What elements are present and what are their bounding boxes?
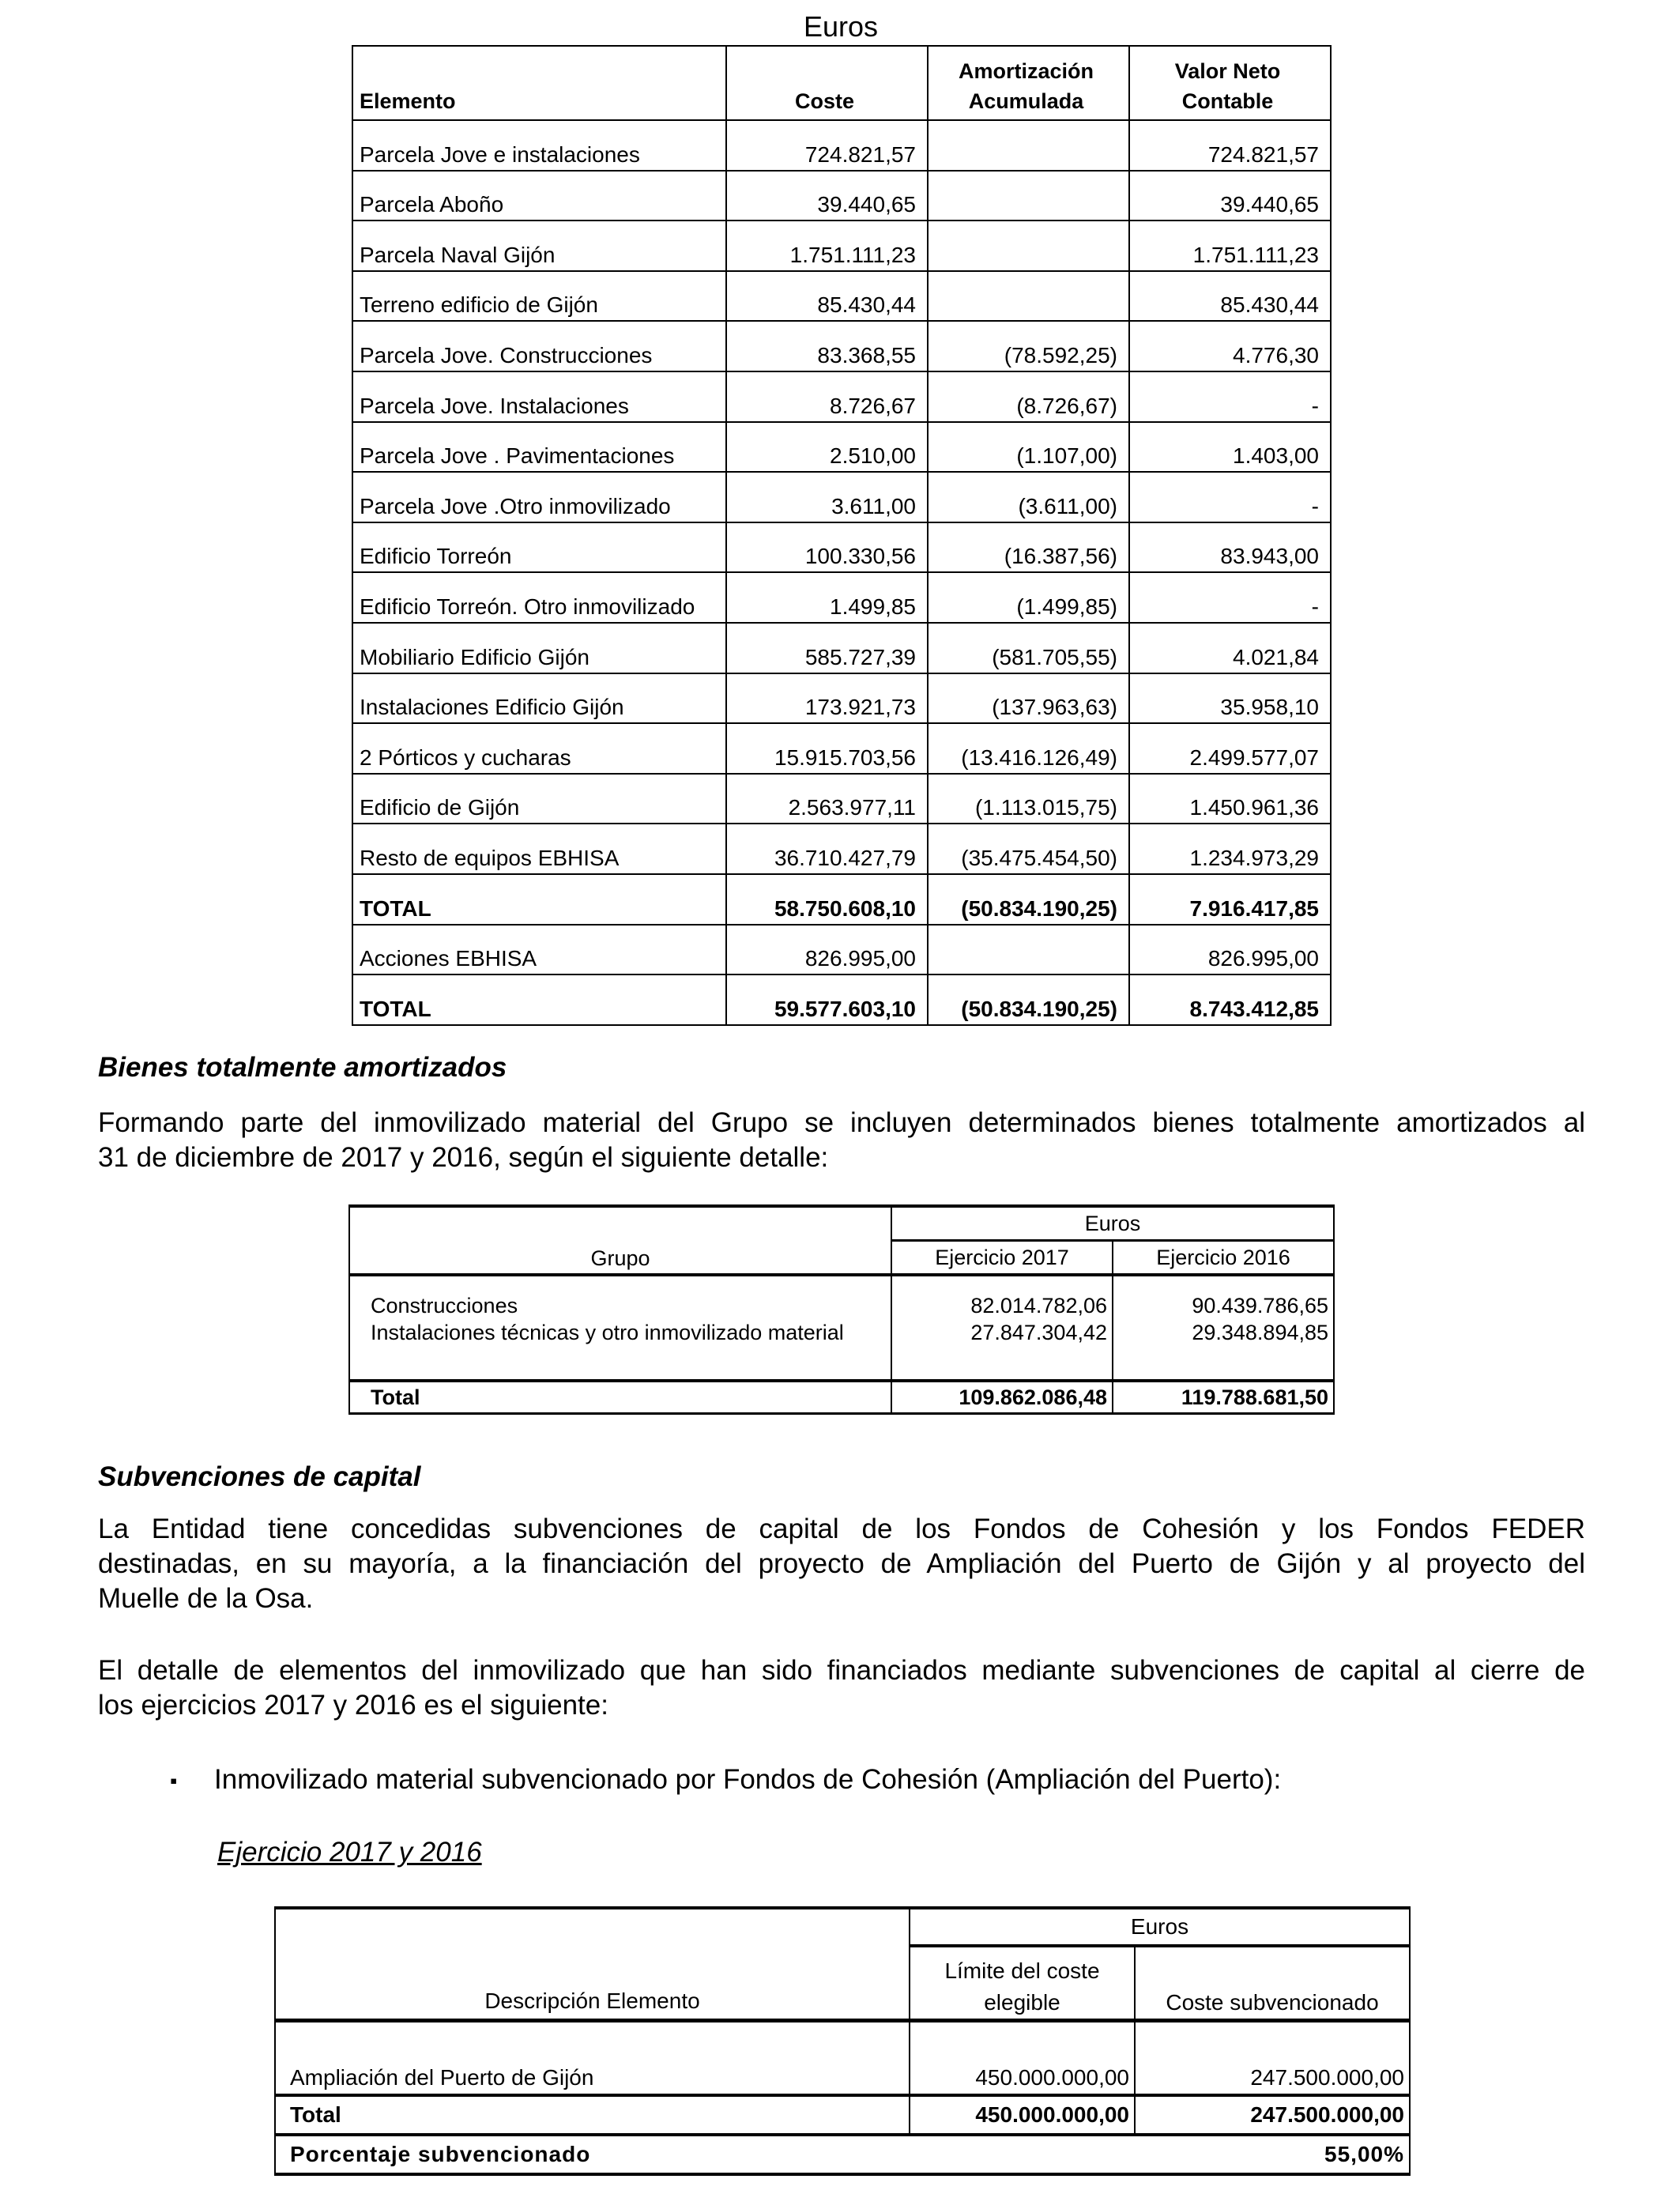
cell-total-label: Total: [275, 2095, 910, 2135]
header-coste: Coste: [726, 46, 928, 120]
header-euros: Euros: [891, 1206, 1334, 1241]
paragraph-line: El detalle de elementos del inmovilizado que han sido financiados mediante subvenciones de capital al cierre de: [98, 1655, 1585, 1686]
fixed-assets-table: [352, 45, 1332, 1026]
table-total-row: [352, 874, 1331, 925]
cell-amortizacion: (137.963,63): [928, 673, 1129, 724]
table-row: [352, 723, 1331, 774]
paragraph-line: destinadas, en su mayoría, a la financiación del proyecto de Ampliación del Puerto de Gijón y al proyecto del: [98, 1548, 1585, 1579]
cell-2016: 29.348.894,85: [1113, 1319, 1334, 1346]
header-euros: Euros: [910, 1908, 1410, 1946]
cell-coste: 724.821,57: [726, 120, 928, 171]
cell-grupo: Instalaciones técnicas y otro inmovilizado material: [349, 1319, 891, 1346]
cell-amortizacion: (78.592,25): [928, 321, 1129, 371]
header-valor-neto: [1129, 46, 1331, 120]
header-amortizacion-line2: Acumulada: [968, 89, 1084, 113]
cell-coste: 59.577.603,10: [726, 974, 928, 1025]
cell-elemento: Edificio Torreón: [352, 522, 726, 573]
header-limite-line1: Límite del coste: [944, 1958, 1100, 1983]
cell-amortizacion: (50.834.190,25): [928, 874, 1129, 925]
header-limite-coste: [910, 1946, 1135, 2021]
fully-depreciated-assets-table: [348, 1204, 1335, 1415]
cell-total-2017: 109.862.086,48: [891, 1381, 1113, 1414]
header-descripcion: Descripción Elemento: [275, 1908, 910, 2021]
paragraph-line: La Entidad tiene concedidas subvenciones de capital de los Fondos de Cohesión y los Fondos FEDER: [98, 1514, 1585, 1544]
cell-coste: 585.727,39: [726, 623, 928, 673]
table-row-spacer: [349, 1275, 1334, 1292]
table-total-row: [275, 2095, 1410, 2135]
cell-valor-neto: 7.916.417,85: [1129, 874, 1331, 925]
table-header-row: [352, 46, 1331, 120]
table-row: [352, 171, 1331, 221]
cell-total-label: Total: [349, 1381, 891, 1414]
cell-coste: 2.510,00: [726, 422, 928, 473]
table-row: [352, 925, 1331, 975]
cell-elemento: Parcela Jove. Instalaciones: [352, 371, 726, 422]
cell-elemento: Parcela Aboño: [352, 171, 726, 221]
paragraph-line: Muelle de la Osa.: [98, 1583, 314, 1614]
cell-valor-neto: 4.776,30: [1129, 321, 1331, 371]
cell-amortizacion: [928, 171, 1129, 221]
subheading-ejercicio: Ejercicio 2017 y 2016: [217, 1837, 482, 1868]
table-row-spacer: [349, 1346, 1334, 1381]
table1-currency-caption: Euros: [803, 10, 879, 43]
cell-valor-neto: -: [1129, 371, 1331, 422]
cell-amortizacion: (13.416.126,49): [928, 723, 1129, 774]
cell-amortizacion: (1.113.015,75): [928, 774, 1129, 824]
table-row: [352, 522, 1331, 573]
table-row: [349, 1319, 1334, 1346]
cell-amortizacion: (16.387,56): [928, 522, 1129, 573]
cell-coste: 83.368,55: [726, 321, 928, 371]
header-coste-subvencionado: Coste subvencionado: [1135, 1946, 1410, 2021]
cell-valor-neto: -: [1129, 572, 1331, 623]
table-header-row: [275, 1908, 1410, 1946]
cell-valor-neto: 2.499.577,07: [1129, 723, 1331, 774]
cell-valor-neto: 826.995,00: [1129, 925, 1331, 975]
header-valor-neto-line2: Contable: [1181, 89, 1274, 113]
section-heading-subvenciones: Subvenciones de capital: [98, 1461, 421, 1492]
table-row: [275, 2021, 1410, 2096]
cell-2017: 27.847.304,42: [891, 1319, 1113, 1346]
cell-elemento: Parcela Naval Gijón: [352, 221, 726, 271]
cell-valor-neto: 85.430,44: [1129, 271, 1331, 322]
cell-total-2016: 119.788.681,50: [1113, 1381, 1334, 1414]
paragraph-line: 31 de diciembre de 2017 y 2016, según el siguiente detalle:: [98, 1142, 829, 1173]
header-ejercicio-2017: Ejercicio 2017: [891, 1241, 1113, 1276]
header-amortizacion: [928, 46, 1129, 120]
cell-grupo: Construcciones: [349, 1292, 891, 1319]
table-total-row: [352, 974, 1331, 1025]
cell-elemento: Parcela Jove e instalaciones: [352, 120, 726, 171]
cell-elemento: Resto de equipos EBHISA: [352, 824, 726, 874]
table-row: [352, 824, 1331, 874]
cell-valor-neto: 4.021,84: [1129, 623, 1331, 673]
cell-valor-neto: 39.440,65: [1129, 171, 1331, 221]
cell-total-subvencionado: 247.500.000,00: [1135, 2095, 1410, 2135]
header-grupo: Grupo: [349, 1206, 891, 1275]
cell-percentage-label: Porcentaje subvencionado: [275, 2135, 910, 2174]
paragraph-subvenciones-2: [98, 1653, 1585, 1723]
cell-total-limite: 450.000.000,00: [910, 2095, 1135, 2135]
cell-elemento: Edificio de Gijón: [352, 774, 726, 824]
cell-amortizacion: (581.705,55): [928, 623, 1129, 673]
table-row: [352, 623, 1331, 673]
cell-elemento: 2 Pórticos y cucharas: [352, 723, 726, 774]
cell-amortizacion: [928, 925, 1129, 975]
table-header-row: [349, 1206, 1334, 1241]
cell-elemento: Parcela Jove .Otro inmovilizado: [352, 472, 726, 522]
section-heading-bienes: Bienes totalmente amortizados: [98, 1052, 507, 1083]
paragraph-line: Formando parte del inmovilizado material del Grupo se incluyen determinados bienes totalmente amortizados al: [98, 1107, 1585, 1138]
header-limite-line2: elegible: [984, 1990, 1060, 2015]
cell-amortizacion: (1.107,00): [928, 422, 1129, 473]
table-row: [352, 321, 1331, 371]
cell-coste: 8.726,67: [726, 371, 928, 422]
cell-coste: 826.995,00: [726, 925, 928, 975]
header-elemento: Elemento: [352, 46, 726, 120]
cell-elemento: Instalaciones Edificio Gijón: [352, 673, 726, 724]
bullet-item-text: Inmovilizado material subvencionado por Fondos de Cohesión (Ampliación del Puerto):: [214, 1764, 1282, 1795]
table-percentage-row: [275, 2135, 1410, 2174]
cell-2017: 82.014.782,06: [891, 1292, 1113, 1319]
cell-descripcion: Ampliación del Puerto de Gijón: [275, 2021, 910, 2096]
table-row: [352, 572, 1331, 623]
cell-elemento: Mobiliario Edificio Gijón: [352, 623, 726, 673]
paragraph-line: los ejercicios 2017 y 2016 es el siguiente:: [98, 1690, 608, 1721]
cell-elemento: TOTAL: [352, 874, 726, 925]
cell-elemento: TOTAL: [352, 974, 726, 1025]
cell-coste: 2.563.977,11: [726, 774, 928, 824]
cell-elemento: Terreno edificio de Gijón: [352, 271, 726, 322]
cell-coste: 36.710.427,79: [726, 824, 928, 874]
header-valor-neto-line1: Valor Neto: [1174, 59, 1281, 83]
table-row: [352, 673, 1331, 724]
cell-coste: 1.751.111,23: [726, 221, 928, 271]
cell-elemento: Parcela Jove . Pavimentaciones: [352, 422, 726, 473]
cell-valor-neto: 1.403,00: [1129, 422, 1331, 473]
cell-percentage-value: 55,00%: [910, 2135, 1410, 2174]
cell-coste: 58.750.608,10: [726, 874, 928, 925]
table-row: [352, 472, 1331, 522]
table-row: [352, 271, 1331, 322]
header-ejercicio-2016: Ejercicio 2016: [1113, 1241, 1334, 1276]
cell-valor-neto: 724.821,57: [1129, 120, 1331, 171]
cell-amortizacion: [928, 221, 1129, 271]
cell-valor-neto: -: [1129, 472, 1331, 522]
cell-coste: 100.330,56: [726, 522, 928, 573]
cell-valor-neto: 1.751.111,23: [1129, 221, 1331, 271]
cell-coste: 15.915.703,56: [726, 723, 928, 774]
table-row: [352, 221, 1331, 271]
paragraph-subvenciones-1: [98, 1512, 1585, 1616]
header-amortizacion-line1: Amortización: [958, 59, 1094, 83]
cell-coste: 1.499,85: [726, 572, 928, 623]
cell-amortizacion: (1.499,85): [928, 572, 1129, 623]
cell-coste: 85.430,44: [726, 271, 928, 322]
cell-amortizacion: (3.611,00): [928, 472, 1129, 522]
cell-elemento: Acciones EBHISA: [352, 925, 726, 975]
cell-limite: 450.000.000,00: [910, 2021, 1135, 2096]
table-row: [352, 774, 1331, 824]
cell-valor-neto: 1.234.973,29: [1129, 824, 1331, 874]
cell-coste: 173.921,73: [726, 673, 928, 724]
paragraph-bienes: [98, 1106, 1585, 1175]
table-row: [352, 120, 1331, 171]
cell-amortizacion: [928, 120, 1129, 171]
cell-elemento: Edificio Torreón. Otro inmovilizado: [352, 572, 726, 623]
square-bullet-icon: ▪: [170, 1769, 178, 1793]
cell-coste: 39.440,65: [726, 171, 928, 221]
table-row: [352, 422, 1331, 473]
subsidized-assets-table: [274, 1906, 1411, 2176]
cell-amortizacion: (8.726,67): [928, 371, 1129, 422]
table-row: [349, 1292, 1334, 1319]
cell-2016: 90.439.786,65: [1113, 1292, 1334, 1319]
table-total-row: [349, 1381, 1334, 1414]
cell-valor-neto: 1.450.961,36: [1129, 774, 1331, 824]
cell-elemento: Parcela Jove. Construcciones: [352, 321, 726, 371]
table-row: [352, 371, 1331, 422]
cell-valor-neto: 8.743.412,85: [1129, 974, 1331, 1025]
cell-amortizacion: [928, 271, 1129, 322]
cell-valor-neto: 83.943,00: [1129, 522, 1331, 573]
cell-subvencionado: 247.500.000,00: [1135, 2021, 1410, 2096]
cell-amortizacion: (50.834.190,25): [928, 974, 1129, 1025]
cell-coste: 3.611,00: [726, 472, 928, 522]
cell-valor-neto: 35.958,10: [1129, 673, 1331, 724]
cell-amortizacion: (35.475.454,50): [928, 824, 1129, 874]
